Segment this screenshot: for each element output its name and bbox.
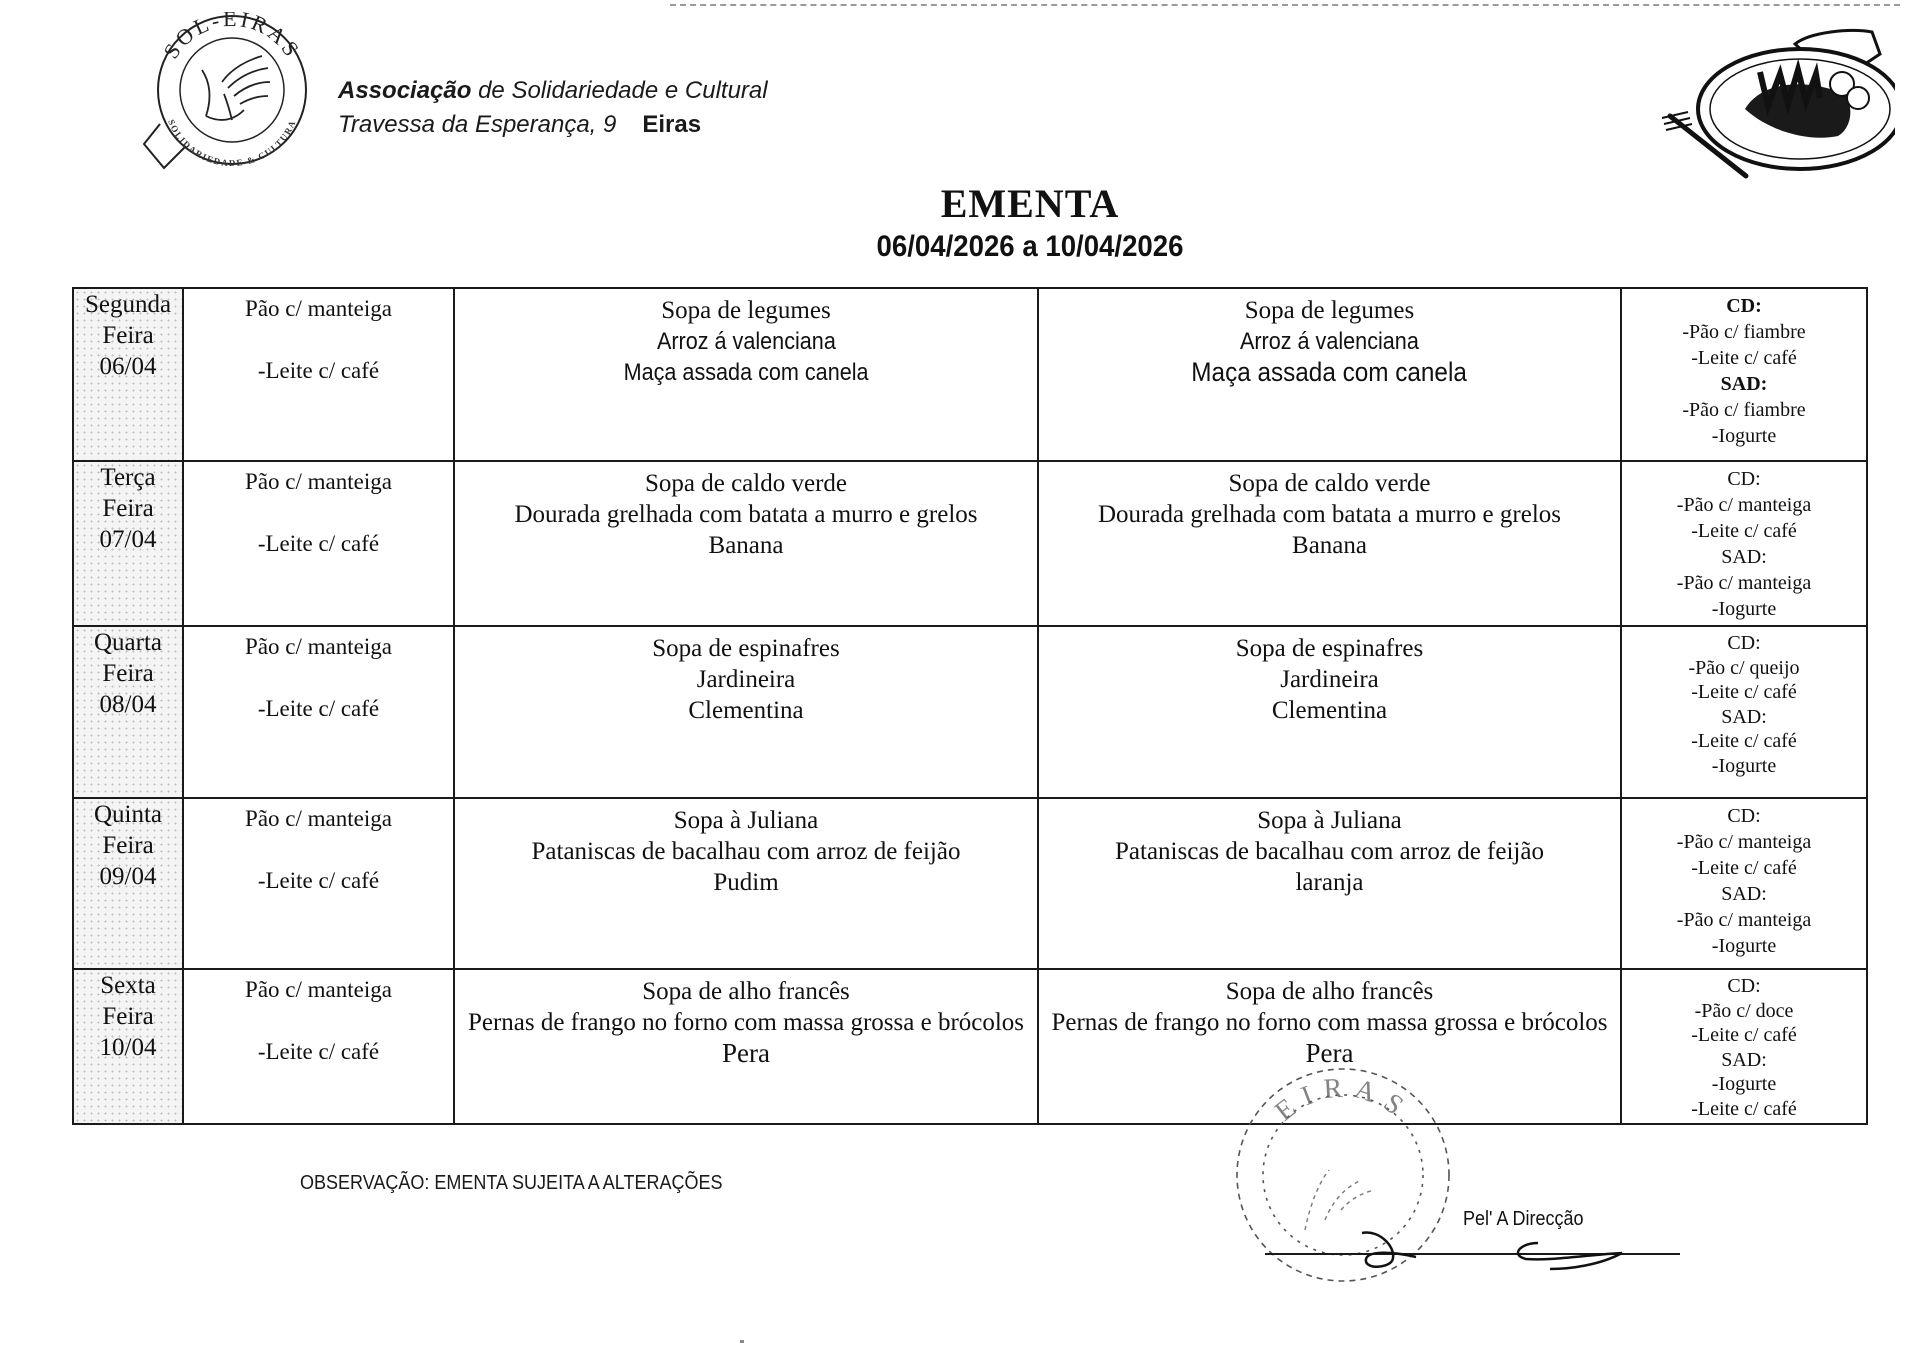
breakfast-cell <box>183 461 454 626</box>
lunch-item-text: Pudim <box>713 869 779 896</box>
snack-group-label: SAD: <box>1721 705 1767 728</box>
scan-speck <box>740 1340 744 1343</box>
day-label-line: Quinta <box>93 801 163 828</box>
menu-row <box>73 461 1867 626</box>
dinner-item-text: Sopa de alho francês <box>1225 978 1434 1005</box>
dinner-item <box>1039 530 1620 561</box>
snack-item: -Leite c/ café <box>1691 681 1797 703</box>
lunch-item-text: Clementina <box>688 697 804 724</box>
lunch-item-text: Sopa de legumes <box>661 297 831 324</box>
snack-item: -Pão c/ manteiga <box>1676 572 1812 594</box>
breakfast-item: Pão c/ manteiga <box>245 469 392 494</box>
day-label-line: Quarta <box>93 629 163 656</box>
lunch-item-text: Sopa de alho francês <box>642 978 850 1005</box>
page-title: EMENTA <box>940 181 1120 226</box>
dinner-item <box>1039 468 1620 499</box>
snack-item: -Leite c/ café <box>1691 857 1797 879</box>
scan-top-edge-line <box>670 4 1900 6</box>
dinner-item-text: Pera <box>1305 1038 1354 1068</box>
snack-cell <box>1621 798 1867 969</box>
lunch-item <box>455 867 1037 898</box>
snack-group-label: SAD: <box>1720 373 1768 395</box>
lunch-item <box>455 976 1037 1007</box>
day-label-line: 06/04 <box>99 353 157 380</box>
day-cell <box>73 461 183 626</box>
day-label-line: Feira <box>102 832 154 859</box>
snack-group-label: SAD: <box>1721 883 1767 905</box>
lunch-item <box>455 695 1037 726</box>
snack-item: -Pão c/ manteiga <box>1676 831 1812 853</box>
svg-text:EIRAS: EIRAS <box>1269 1072 1417 1128</box>
dinner-cell <box>1038 461 1621 626</box>
dinner-item <box>1039 867 1620 898</box>
menu-row <box>73 798 1867 969</box>
breakfast-item: Pão c/ manteiga <box>245 634 392 659</box>
breakfast-cell <box>183 798 454 969</box>
day-label-line: 09/04 <box>99 863 157 890</box>
plate-with-fish-and-fork-icon <box>1650 14 1895 184</box>
day-label-line: 07/04 <box>99 526 157 553</box>
snack-item: -Pão c/ queijo <box>1688 656 1800 679</box>
organization-place: Eiras <box>642 111 702 138</box>
organization-name-rest: de Solidariedade e Cultural <box>478 77 768 104</box>
day-label-line: Segunda <box>84 291 172 318</box>
breakfast-item: -Leite c/ café <box>257 531 380 556</box>
dinner-item-text: Pataniscas de bacalhau com arroz de feijão <box>1115 838 1544 865</box>
snack-item: -Pão c/ manteiga <box>1676 909 1812 931</box>
dinner-cell <box>1038 626 1621 798</box>
menu-period: 06/04/2026 a 10/04/2026 <box>876 230 1184 263</box>
dinner-item-text: Maça assada com canela <box>1191 357 1468 387</box>
snack-group-label: CD: <box>1727 632 1761 654</box>
lunch-cell <box>454 461 1038 626</box>
lunch-item <box>455 499 1037 530</box>
lunch-item-text: Arroz á valenciana <box>656 328 836 355</box>
dinner-item <box>1039 357 1620 389</box>
dinner-item <box>1039 1007 1620 1038</box>
snack-group-label: SAD: <box>1721 1048 1767 1071</box>
day-label-line: Feira <box>102 322 154 349</box>
day-label-line: Feira <box>102 1003 154 1030</box>
dinner-cell <box>1038 288 1621 461</box>
dinner-item-text: Sopa de legumes <box>1244 297 1415 324</box>
breakfast-item: -Leite c/ café <box>257 358 380 383</box>
dinner-item <box>1039 499 1620 530</box>
breakfast-cell <box>183 626 454 798</box>
snack-group-label: CD: <box>1727 468 1761 490</box>
snack-item: -Pão c/ fiambre <box>1682 399 1806 421</box>
dinner-item-text: laranja <box>1295 869 1364 896</box>
breakfast-item: Pão c/ manteiga <box>245 806 392 831</box>
snack-cell <box>1621 461 1867 626</box>
dinner-item <box>1039 836 1620 867</box>
snack-item: -Iogurte <box>1711 754 1777 777</box>
lunch-item-text: Sopa de espinafres <box>652 635 840 662</box>
organization-name-bold: Associação <box>338 77 472 104</box>
snack-group-label: CD: <box>1727 805 1761 827</box>
snack-item: -Iogurte <box>1711 935 1777 957</box>
lunch-item <box>455 1038 1037 1070</box>
breakfast-item: Pão c/ manteiga <box>245 977 392 1002</box>
snack-item: -Iogurte <box>1711 598 1777 620</box>
sol-eiras-logo <box>140 12 340 172</box>
day-label-line: Feira <box>102 660 154 687</box>
dinner-item-text: Sopa de caldo verde <box>1228 470 1431 497</box>
lunch-item <box>455 357 1037 388</box>
day-cell <box>73 626 183 798</box>
lunch-item <box>455 664 1037 695</box>
lunch-item-text: Banana <box>708 532 784 559</box>
snack-cell <box>1621 969 1867 1124</box>
dinner-item <box>1039 295 1620 326</box>
dinner-cell <box>1038 798 1621 969</box>
lunch-item <box>455 326 1037 357</box>
lunch-item <box>455 633 1037 664</box>
dinner-item-text: Pernas de frango no forno com massa grossa e brócolos <box>1051 1009 1608 1036</box>
handwritten-signature <box>1350 1225 1650 1275</box>
breakfast-item: -Leite c/ café <box>257 1039 380 1064</box>
dinner-item-text: Clementina <box>1271 697 1388 724</box>
signature-label: Pel' A Direcção <box>1463 1208 1584 1230</box>
organization-address-line <box>338 108 768 142</box>
lunch-item-text: Jardineira <box>696 666 796 693</box>
dinner-item-text: Jardineira <box>1280 666 1379 693</box>
day-label-line: Sexta <box>100 972 156 999</box>
lunch-item-text: Sopa de caldo verde <box>644 470 847 497</box>
dinner-item <box>1039 695 1620 726</box>
menu-row <box>73 288 1867 461</box>
snack-item: -Pão c/ doce <box>1694 999 1794 1022</box>
snack-item: -Leite c/ café <box>1691 730 1797 752</box>
lunch-item-text: Pernas de frango no forno com massa grossa e brócolos <box>467 1009 1025 1036</box>
breakfast-item: Pão c/ manteiga <box>245 296 392 321</box>
lunch-item <box>455 836 1037 867</box>
svg-text:SOLIDARIEDADE & CULTURA: SOLIDARIEDADE & CULTURA <box>166 117 298 169</box>
dinner-item <box>1039 664 1620 695</box>
lunch-item <box>455 468 1037 499</box>
breakfast-cell <box>183 288 454 461</box>
snack-group-label: SAD: <box>1721 546 1767 568</box>
dinner-item <box>1039 326 1620 357</box>
dinner-item-text: Sopa à Juliana <box>1257 807 1402 834</box>
lunch-cell <box>454 798 1038 969</box>
weekly-menu-table <box>72 287 1868 1128</box>
lunch-item <box>455 530 1037 561</box>
snack-item: -Leite c/ café <box>1691 1097 1797 1120</box>
lunch-item <box>455 295 1037 326</box>
dinner-item <box>1039 805 1620 836</box>
organization-header <box>338 74 768 142</box>
breakfast-item: -Leite c/ café <box>257 696 380 721</box>
lunch-cell <box>454 626 1038 798</box>
lunch-item-text: Pera <box>722 1038 770 1068</box>
dinner-item <box>1039 633 1620 664</box>
snack-item: -Leite c/ café <box>1691 520 1797 542</box>
menu-row <box>73 969 1867 1124</box>
day-cell <box>73 288 183 461</box>
organization-name <box>338 74 768 108</box>
organization-address: Travessa da Esperança, 9 <box>338 111 617 138</box>
lunch-item-text: Sopa à Juliana <box>673 807 819 834</box>
day-cell <box>73 798 183 969</box>
dinner-item-text: Banana <box>1292 532 1367 559</box>
svg-text:SOL-EIRAS: SOL-EIRAS <box>158 12 306 64</box>
lunch-item-text: Pataniscas de bacalhau com arroz de feijão <box>531 838 961 865</box>
snack-cell <box>1621 626 1867 798</box>
day-label-line: 10/04 <box>99 1034 157 1061</box>
day-cell <box>73 969 183 1124</box>
dinner-item-text: Arroz á valenciana <box>1240 328 1419 355</box>
day-label-line: Feira <box>102 495 154 522</box>
snack-item: -Iogurte <box>1711 425 1777 447</box>
dinner-item-text: Sopa de espinafres <box>1235 635 1424 662</box>
lunch-item-text: Maça assada com canela <box>623 359 869 386</box>
lunch-item-text: Dourada grelhada com batata a murro e grelos <box>514 501 978 528</box>
snack-item: -Leite c/ café <box>1691 1024 1797 1046</box>
snack-group-label: CD: <box>1726 295 1762 317</box>
day-label-line: Terça <box>100 464 156 491</box>
snack-item: -Pão c/ manteiga <box>1676 494 1812 516</box>
menu-row <box>73 626 1867 798</box>
lunch-item <box>455 805 1037 836</box>
breakfast-item: -Leite c/ café <box>257 868 380 893</box>
snack-cell <box>1621 288 1867 461</box>
snack-item: -Leite c/ café <box>1691 347 1797 369</box>
lunch-cell <box>454 288 1038 461</box>
lunch-item <box>455 1007 1037 1038</box>
lunch-cell <box>454 969 1038 1124</box>
dinner-item <box>1039 976 1620 1007</box>
breakfast-cell <box>183 969 454 1124</box>
snack-group-label: CD: <box>1727 975 1761 997</box>
observation-note: OBSERVAÇÃO: EMENTA SUJEITA A ALTERAÇÕES <box>300 1172 723 1194</box>
snack-item: -Pão c/ fiambre <box>1682 321 1806 343</box>
day-label-line: 08/04 <box>99 691 157 718</box>
dinner-item-text: Dourada grelhada com batata a murro e grelos <box>1098 501 1561 528</box>
snack-item: -Iogurte <box>1711 1073 1777 1095</box>
